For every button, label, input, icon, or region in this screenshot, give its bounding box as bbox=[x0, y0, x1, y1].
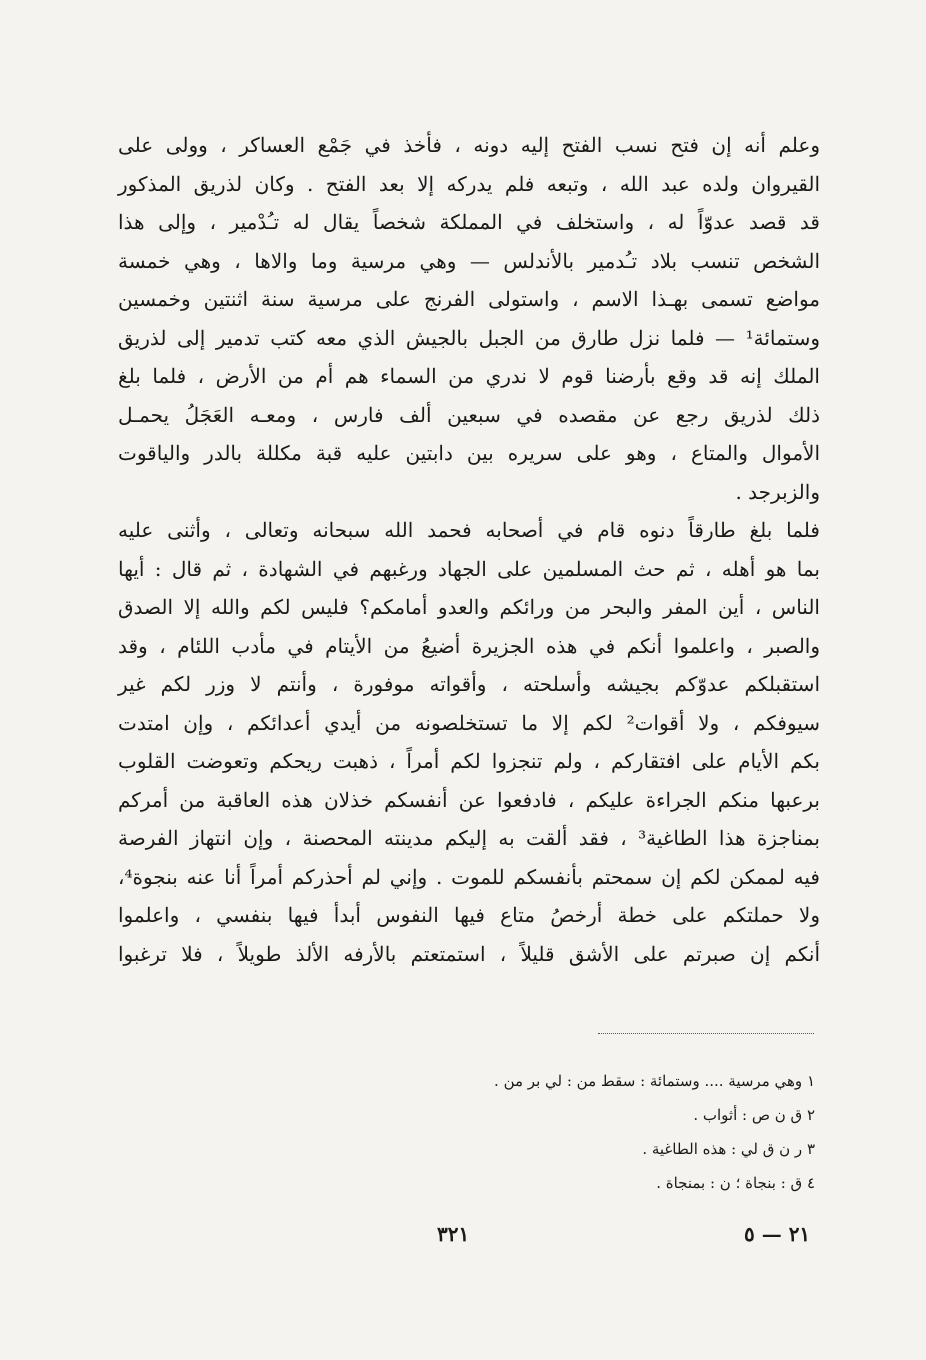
page-footer bbox=[0, 1222, 926, 1252]
text-line: وستمائة¹ — فلما نزل طارق من الجبل بالجيش الذي معه كتب تدمير إلى لذريق bbox=[118, 325, 820, 350]
text-line: والصبر ، واعلموا أنكم في هذه الجزيرة أضيعُ من الأيتام في مأدب اللئام ، وقد bbox=[118, 633, 820, 658]
footnote: ١ وهي مرسية .... وستمائة : سقط من : لي بر من . bbox=[494, 1072, 815, 1090]
text-line: الشخص تنسب بلاد تـُدمير بالأندلس — وهي مرسية وما والاها ، وهي خمسة bbox=[118, 248, 820, 273]
text-line: ذلك لذريق رجع عن مقصده في سبعين ألف فارس ، ومعـه العَجَلُ يحمـل bbox=[118, 402, 820, 427]
text-line: سيوفكم ، ولا أقوات² لكم إلا ما تستخلصونه من أيدي أعدائكم ، وإن امتدت bbox=[118, 710, 821, 735]
text-line: بكم الأيام على افتقاركم ، ولم تنجزوا لكم أمراً ، ذهبت ريحكم وتعوضت القلوب bbox=[118, 749, 820, 773]
text-line: ولا حملتكم على خطة أرخصُ متاع فيها النفوس أبدأ فيها بنفسي ، واعلموا bbox=[118, 903, 820, 927]
text-line: وعلم أنه إن فتح نسب الفتح إليه دونه ، فأخذ في جَمْع العساكر ، وولى على bbox=[118, 133, 820, 157]
text-line: استقبلكم عدوّكم بجيشه وأسلحته ، وأقواته موفورة ، وأنتم لا وزر لكم غير bbox=[118, 672, 820, 696]
text-line: مواضع تسمى بهـذا الاسم ، واستولى الفرنج على مرسية سنة اثنتين وخمسين bbox=[118, 287, 820, 311]
footnote: ٣ ر ن ق لي : هذه الطاغية . bbox=[642, 1140, 815, 1158]
printer-signature-mark: ٢١ — ٥ bbox=[744, 1222, 811, 1246]
page-number: ٣٢١ bbox=[437, 1222, 470, 1246]
text-line: الأموال والمتاع ، وهو على سريره بين دابتين عليه قبة مكللة بالدر والياقوت bbox=[118, 441, 820, 465]
footnote-separator bbox=[598, 1033, 814, 1034]
text-line: الناس ، أين المفر والبحر من ورائكم والعدو أمامكم؟ فليس لكم والله إلا الصدق bbox=[118, 595, 820, 619]
text-line: فيه لممكن لكم إن سمحتم بأنفسكم للموت . وإني لم أحذركم أمراً أنا عنه بنجوة⁴، bbox=[118, 864, 820, 889]
text-line: بمناجزة هذا الطاغية³ ، فقد ألقت به إليكم مدينته المحصنة ، وإن انتهاز الفرصة bbox=[118, 826, 820, 850]
text-line: فلما بلغ طارقاً دنوه قام في أصحابه فحمد الله سبحانه وتعالى ، وأثنى عليه bbox=[118, 518, 820, 542]
footnotes-block bbox=[300, 1064, 815, 1200]
text-line: أنكم إن صبرتم على الأشق قليلاً ، استمتعتم بالأرفه الألذ طويلاً ، فلا ترغبوا bbox=[118, 941, 820, 966]
text-line: الملك إنه قد وقع بأرضنا قوم لا ندري من السماء هم أم من الأرض ، فلما بلغ bbox=[118, 364, 820, 388]
text-line: القيروان ولده عبد الله ، وتبعه فلم يدركه إلا بعد الفتح . وكان لذريق المذكور bbox=[118, 171, 820, 196]
text-line: برعبها منكم الجراءة عليكم ، فادفعوا عن أنفسكم خذلان هذه العاقبة من أمركم bbox=[118, 787, 820, 812]
text-line: قد قصد عدوّاً له ، واستخلف في المملكة شخصاً يقال له تـُدْمير ، وإلى هذا bbox=[118, 210, 820, 234]
footnote: ٢ ق ن ص : أثواب . bbox=[693, 1106, 815, 1124]
text-line: بما هو أهله ، ثم حث المسلمين على الجهاد ورغبهم في الشهادة ، ثم قال : أيها bbox=[118, 556, 820, 581]
main-text-block bbox=[118, 126, 820, 973]
footnote: ٤ ق : بنجاة ؛ ن : بمنجاة . bbox=[656, 1174, 815, 1192]
text-line: والزبرجد . bbox=[735, 479, 820, 504]
